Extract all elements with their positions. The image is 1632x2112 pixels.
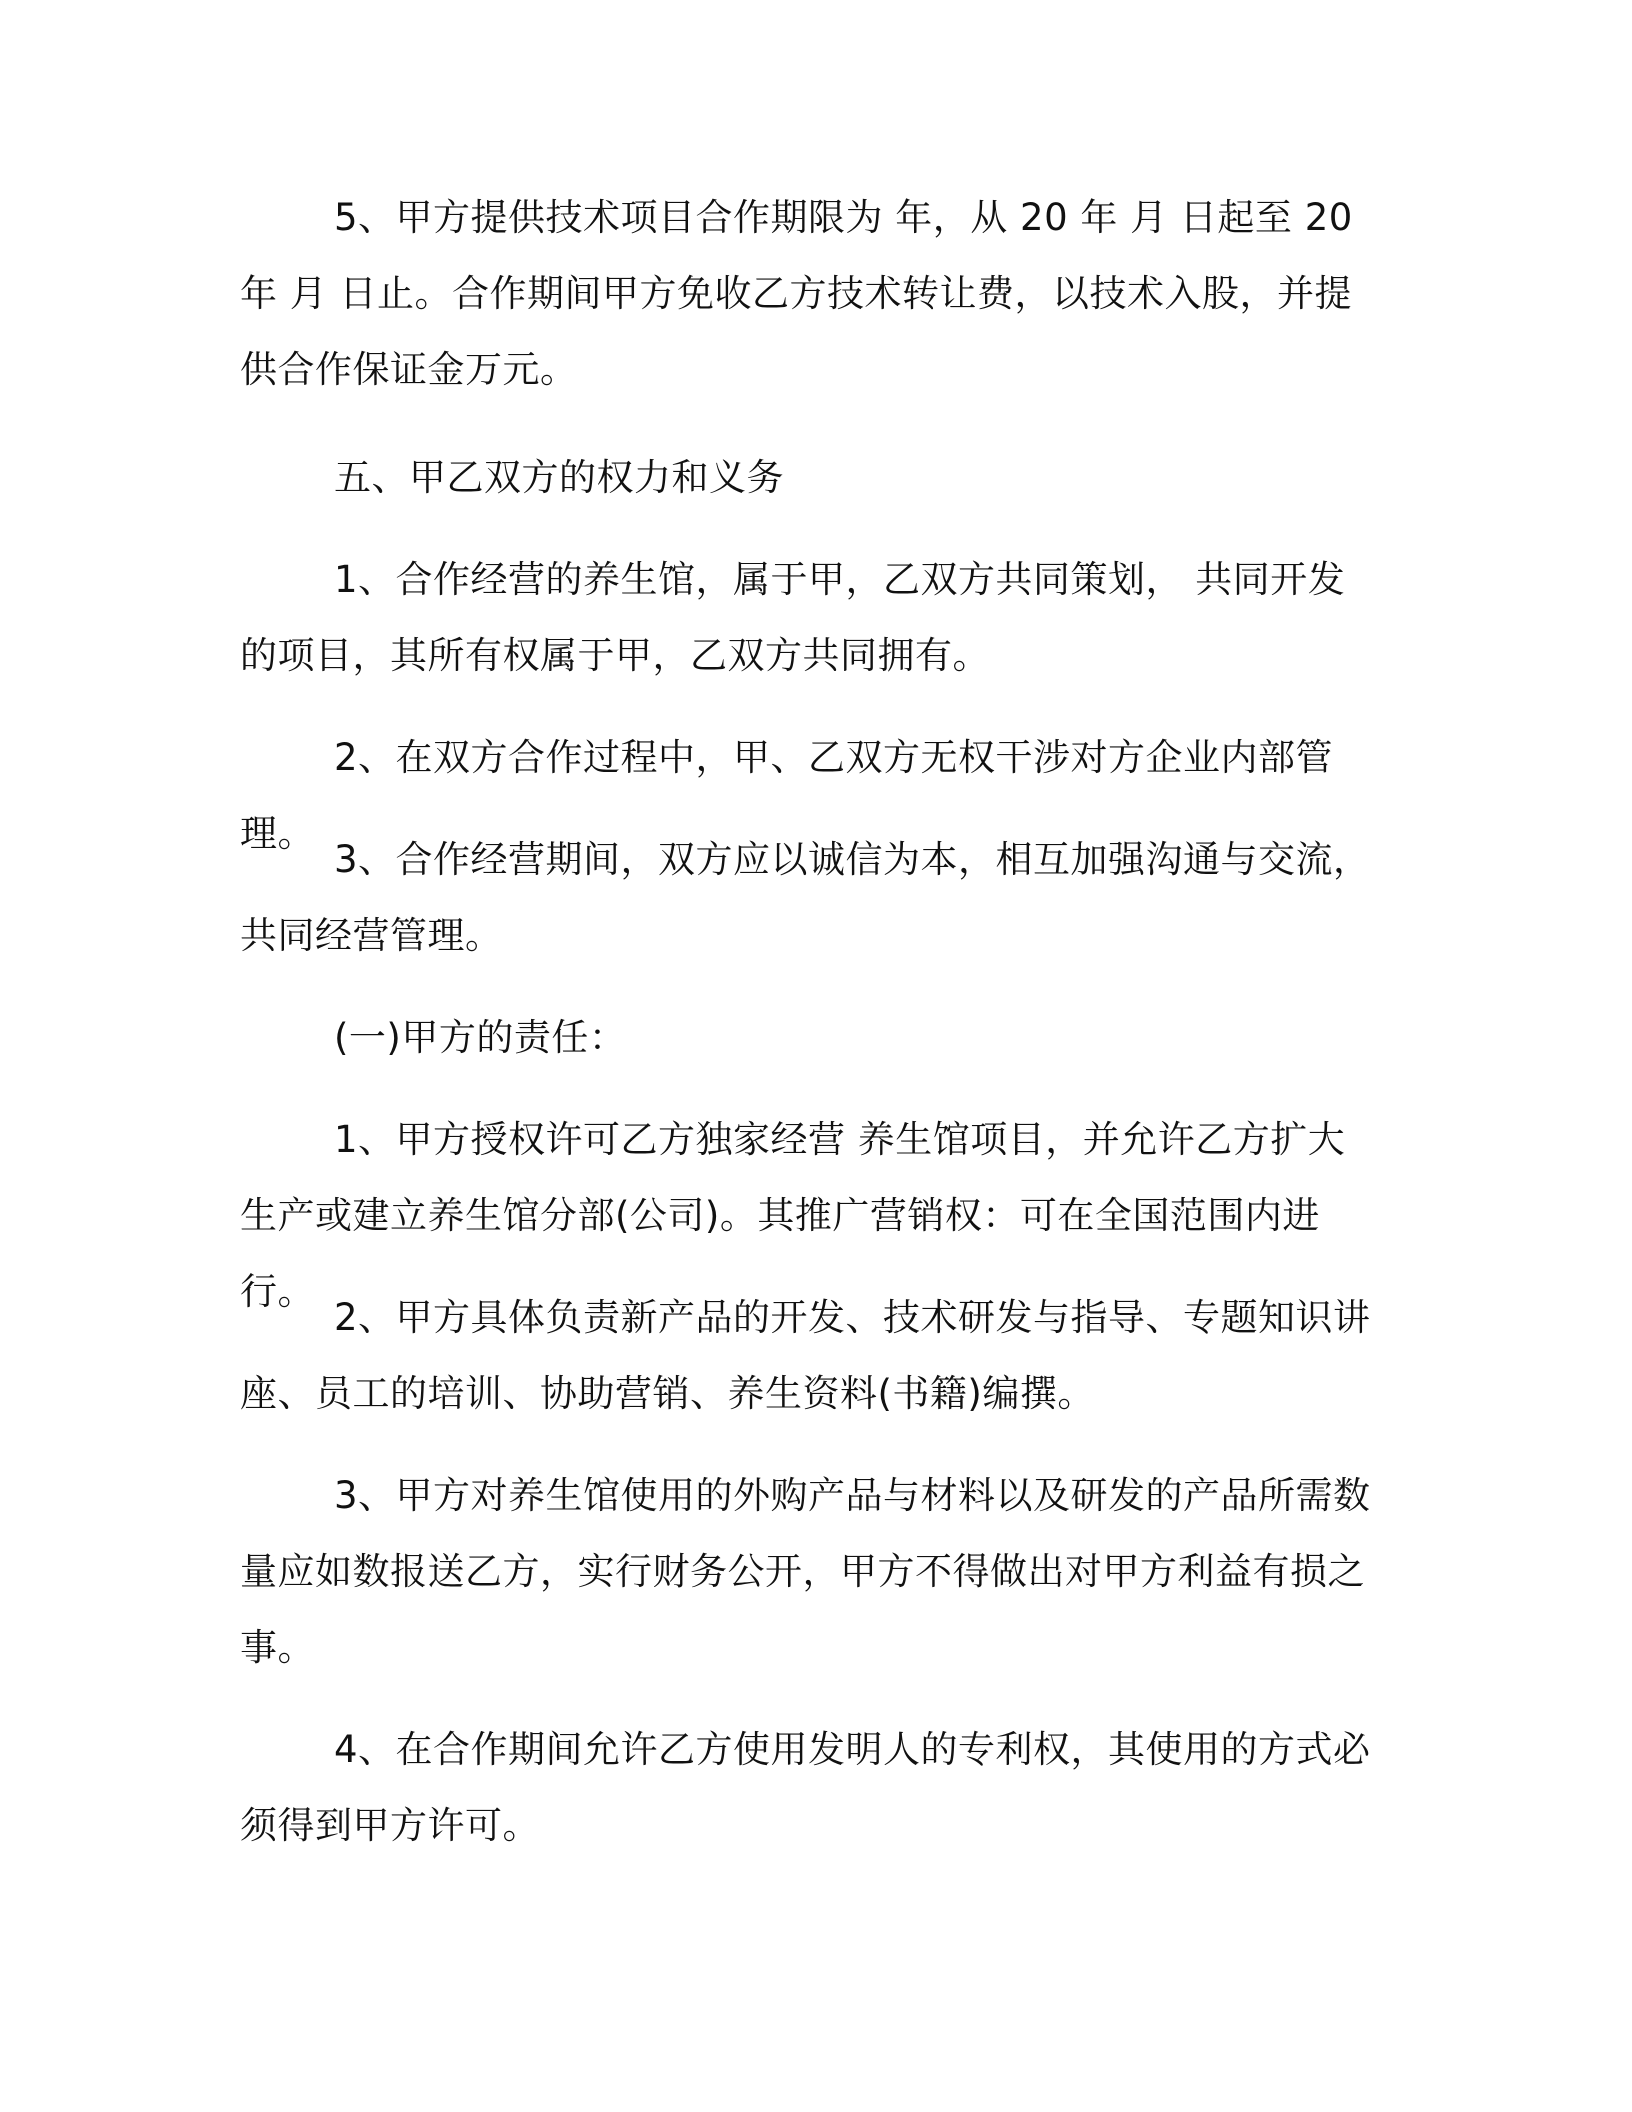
paragraph-integrity: 3、合作经营期间，双方应以诚信为本，相互加强沟通与交流，共同经营管理。: [240, 838, 1371, 957]
section-heading-rights-obligations: 五、甲乙双方的权力和义务: [334, 456, 784, 499]
paragraph-patent-use: 4、在合作期间允许乙方使用发明人的专利权，其使用的方式必须得到甲方许可。: [240, 1728, 1371, 1847]
paragraph-no-interference: 2、在双方合作过程中，甲、乙双方无权干涉对方企业内部管理。: [240, 736, 1334, 855]
paragraph-financial-disclosure: 3、甲方对养生馆使用的外购产品与材料以及研发的产品所需数量应如数报送乙方，实行财务公开，甲方不得做出对甲方利益有损之事。: [240, 1474, 1371, 1669]
subheading-party-a-duties: (一)甲方的责任：: [334, 1016, 627, 1059]
paragraph-cooperation-term: 5、甲方提供技术项目合作期限为 年，从 20 年 月 日起至 20 年 月 日止。合作期间甲方免收乙方技术转让费，以技术入股，并提供合作保证金万元。: [240, 196, 1353, 391]
paragraph-product-development: 2、甲方具体负责新产品的开发、技术研发与指导、专题知识讲座、员工的培训、协助营销、养生资料(书籍)编撰。: [240, 1296, 1371, 1415]
paragraph-exclusive-license: 1、甲方授权许可乙方独家经营 养生馆项目，并允许乙方扩大生产或建立养生馆分部(公司)。其推广营销权：可在全国范围内进行。: [240, 1118, 1346, 1313]
paragraph-ownership: 1、合作经营的养生馆，属于甲，乙双方共同策划， 共同开发的项目，其所有权属于甲，乙双方共同拥有。: [240, 558, 1346, 677]
